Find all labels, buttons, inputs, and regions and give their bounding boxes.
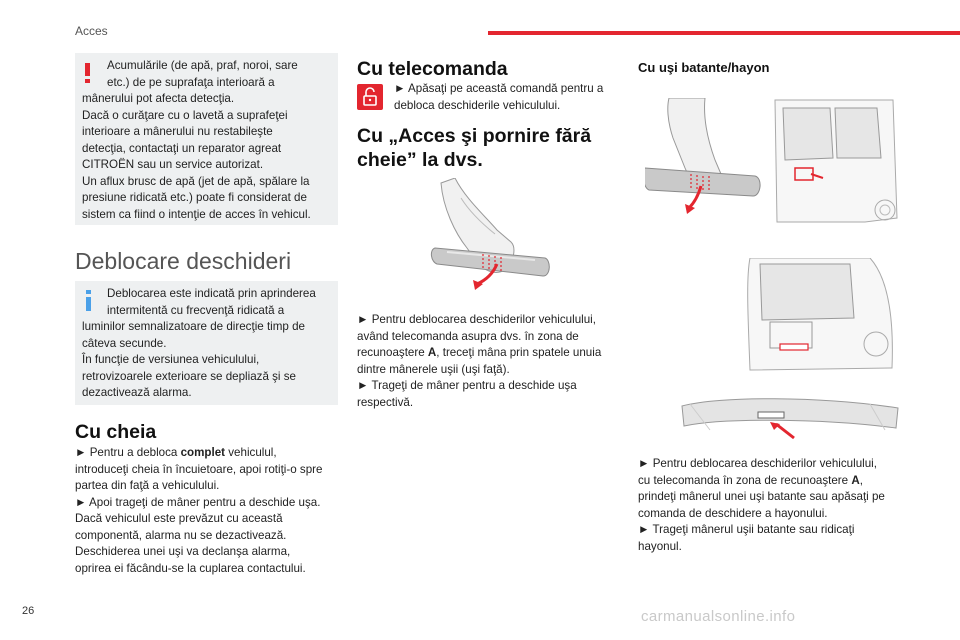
cheia-line: Deschiderea unei uşi va declanşa alarma, xyxy=(75,545,291,558)
unlock-icon xyxy=(357,84,383,110)
info-line: dezactivează alarma. xyxy=(82,386,192,399)
cheia-line: introduceţi cheia în încuietoare, apoi rotiţi-o spre xyxy=(75,462,323,476)
cheia-line-post: vehiculul, xyxy=(225,446,277,459)
info-line: În funcţie de versiunea vehiculului, xyxy=(82,353,260,366)
warning-line: Acumulările (de apă, praf, noroi, sare xyxy=(107,59,298,72)
info-text xyxy=(75,286,338,402)
rear-door-handle-illustration xyxy=(645,98,900,233)
heading-acces-pornire xyxy=(357,124,617,172)
info-line: retrovizoarele exterioare se depliază şi se xyxy=(82,369,296,383)
batante-line-post: , xyxy=(859,473,863,487)
batante-line-pre: cu telecomanda în zona de recunoaştere xyxy=(638,473,852,487)
warning-line: sistem ca fiind o intenţie de acces în vehicul. xyxy=(82,207,311,221)
batante-line: prindeţi mânerul unei uşi batante sau apăsaţi pe xyxy=(638,490,885,503)
info-line: luminilor semnalizatoare de direcţie timp de xyxy=(82,320,305,333)
acces-line-pre: recunoaştere xyxy=(357,346,428,359)
heading-cu-telecomanda: Cu telecomanda xyxy=(357,58,508,80)
acces-text xyxy=(357,312,627,411)
cheia-line: partea din faţă a vehiculului. xyxy=(75,479,220,492)
batante-line: hayonul. xyxy=(638,539,682,553)
cheia-line: componentă, alarma nu se dezactivează. xyxy=(75,528,287,542)
cheia-line xyxy=(75,445,340,462)
batante-text xyxy=(638,456,918,555)
warning-text xyxy=(75,58,335,223)
cheia-text xyxy=(75,445,340,577)
cheia-line-pre: ► Pentru a debloca xyxy=(75,446,181,459)
hand-handle-illustration xyxy=(425,178,555,306)
warning-line: presiune ridicată etc.) poate fi considerat de xyxy=(82,191,307,204)
heading-acces-line1: Cu „Acces şi pornire fără xyxy=(357,125,592,147)
warning-line: Dacă o curăţare cu o lavetă a suprafeţei xyxy=(82,108,288,122)
watermark[interactable]: carmanualsonline.info xyxy=(641,608,796,625)
acces-line-bold: A xyxy=(427,346,437,359)
page-number: 26 xyxy=(22,605,35,617)
telecomanda-line: ► Apăsaţi pe această comandă pentru a xyxy=(394,82,604,95)
cheia-line-bold: complet xyxy=(180,446,226,459)
acces-line: ► Trageţi de mâner pentru a deschide uşa xyxy=(357,379,577,392)
warning-line: mânerului pot afecta detecţia. xyxy=(82,92,235,105)
acces-line-post: , treceţi mâna prin spatele unuia xyxy=(436,346,602,359)
batante-line-bold: A xyxy=(851,473,860,487)
heading-usi-batante: Cu uşi batante/hayon xyxy=(638,60,770,75)
warning-line: detecţia, contactaţi un reparator agreat xyxy=(82,141,282,155)
warning-line: CITROËN sau un service autorizat. xyxy=(82,158,264,171)
batante-line xyxy=(638,473,918,490)
acces-line: dintre mânerele uşii (uşi faţă). xyxy=(357,362,510,376)
acces-line: având telecomanda asupra dvs. în zona de xyxy=(357,329,579,343)
acces-line xyxy=(357,345,627,362)
section-title: Deblocare deschideri xyxy=(75,248,292,274)
running-header: Acces xyxy=(75,24,108,38)
warning-line: interioare a mânerului nu restabileşte xyxy=(82,125,273,138)
warning-line: etc.) de pe suprafaţa interioară a xyxy=(107,75,275,89)
batante-line: comanda de deschidere a hayonului. xyxy=(638,506,828,520)
info-line: intermitentă cu frecvenţă ridicată a xyxy=(107,303,285,317)
hayon-illustration xyxy=(680,258,900,448)
acces-line: ► Pentru deblocarea deschiderilor vehiculului, xyxy=(357,313,596,326)
batante-line: ► Trageţi mânerul uşii batante sau ridicaţi xyxy=(638,523,855,536)
header-accent-bar xyxy=(488,31,960,35)
batante-line: ► Pentru deblocarea deschiderilor vehiculului, xyxy=(638,457,877,470)
heading-cu-cheia: Cu cheia xyxy=(75,421,157,443)
info-line: Deblocarea este indicată prin aprinderea xyxy=(107,287,316,300)
cheia-line: Dacă vehiculul este prevăzut cu această xyxy=(75,512,283,525)
info-line: câteva secunde. xyxy=(82,336,167,350)
heading-acces-line2: cheie” la dvs. xyxy=(357,149,483,171)
warning-line: Un aflux brusc de apă (jet de apă, spălare la xyxy=(82,174,310,188)
acces-line: respectivă. xyxy=(357,395,414,409)
cheia-line: ► Apoi trageţi de mâner pentru a deschide uşa. xyxy=(75,495,321,509)
telecomanda-line: debloca deschiderile vehiculului. xyxy=(394,98,561,112)
telecomanda-text xyxy=(394,81,624,114)
cheia-line: oprirea ei făcându-se la cuplarea contactului. xyxy=(75,561,306,575)
